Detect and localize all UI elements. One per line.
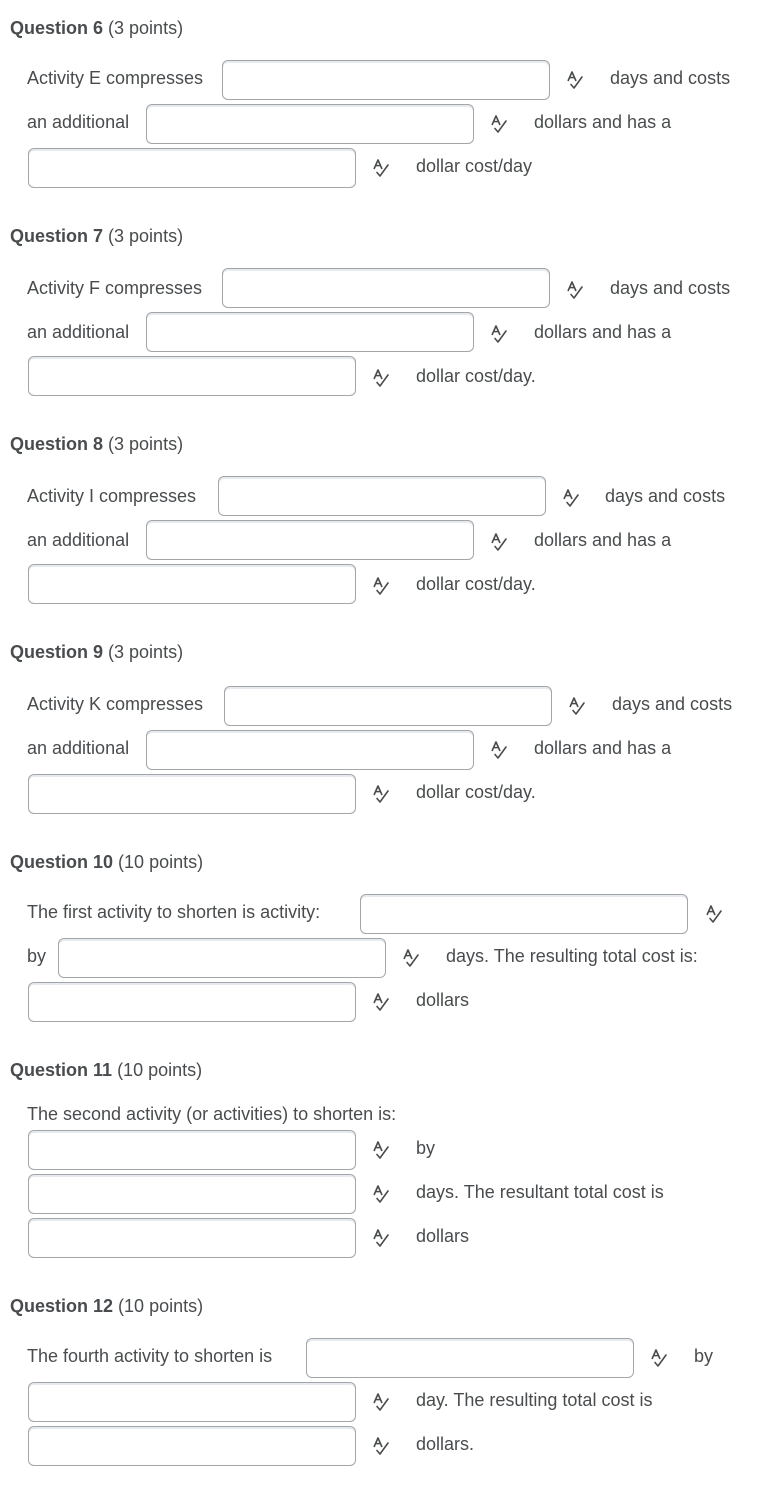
q11-cost-input[interactable]	[28, 1218, 356, 1258]
spell-check-icon[interactable]	[489, 532, 509, 552]
spell-check-icon[interactable]	[565, 280, 585, 300]
question-12-points: (10 points)	[118, 1296, 204, 1316]
q12-after2-text: day. The resulting total cost is	[416, 1390, 653, 1410]
q12-activity-input[interactable]	[306, 1338, 634, 1378]
q8-after2-text: dollars and has a	[534, 530, 672, 550]
question-12-title	[10, 1295, 203, 1317]
q6-costday-input[interactable]	[28, 148, 356, 188]
question-7-title	[10, 225, 183, 247]
q10-after3-text: dollars	[416, 990, 470, 1010]
q6-cost-input[interactable]	[146, 104, 474, 144]
question-6-title	[10, 17, 183, 39]
spell-check-icon[interactable]	[565, 70, 585, 90]
q12-cost-input[interactable]	[28, 1426, 356, 1466]
question-6-points: (3 points)	[108, 18, 184, 38]
q6-after1-text: days and costs	[610, 68, 731, 88]
spell-check-icon[interactable]	[649, 1348, 669, 1368]
question-9-title	[10, 641, 183, 663]
q6-after3-text: dollar cost/day	[416, 156, 533, 176]
q12-days-input[interactable]	[28, 1382, 356, 1422]
q6-line2-text: an additional	[27, 112, 130, 132]
q9-line2-text: an additional	[27, 738, 130, 758]
q12-after3-text: dollars.	[416, 1434, 475, 1454]
spell-check-icon[interactable]	[371, 1392, 391, 1412]
question-9-label: Question 9	[10, 642, 104, 662]
q6-prefix-text: Activity E compresses	[27, 68, 204, 88]
q11-after1-text: by	[416, 1138, 436, 1158]
spell-check-icon[interactable]	[704, 904, 724, 924]
q9-after2-text: dollars and has a	[534, 738, 672, 758]
q9-after3-text: dollar cost/day.	[416, 782, 536, 802]
spell-check-icon[interactable]	[371, 576, 391, 596]
q8-days-input[interactable]	[218, 476, 546, 516]
question-7-label: Question 7	[10, 226, 104, 246]
spell-check-icon[interactable]	[561, 488, 581, 508]
spell-check-icon[interactable]	[401, 948, 421, 968]
q9-costday-input[interactable]	[28, 774, 356, 814]
question-6-label: Question 6	[10, 18, 104, 38]
q8-cost-input[interactable]	[146, 520, 474, 560]
q8-prefix-text: Activity I compresses	[27, 486, 197, 506]
q10-prefix-text: The first activity to shorten is activity:	[27, 902, 321, 922]
q9-after1-text: days and costs	[612, 694, 733, 714]
question-9-points: (3 points)	[108, 642, 184, 662]
q10-after2-text: days. The resulting total cost is:	[446, 946, 698, 966]
q12-prefix-text: The fourth activity to shorten is	[27, 1346, 273, 1366]
q8-after1-text: days and costs	[605, 486, 726, 506]
question-8-points: (3 points)	[108, 434, 184, 454]
q10-line2-text: by	[27, 946, 47, 966]
q8-costday-input[interactable]	[28, 564, 356, 604]
question-12-label: Question 12	[10, 1296, 114, 1316]
q7-cost-input[interactable]	[146, 312, 474, 352]
q7-after1-text: days and costs	[610, 278, 731, 298]
q7-costday-input[interactable]	[28, 356, 356, 396]
question-11-points: (10 points)	[117, 1060, 203, 1080]
question-11-label: Question 11	[10, 1060, 113, 1080]
q9-days-input[interactable]	[224, 686, 552, 726]
q12-after1-text: by	[694, 1346, 714, 1366]
question-8-label: Question 8	[10, 434, 104, 454]
q10-cost-input[interactable]	[28, 982, 356, 1022]
question-7-points: (3 points)	[108, 226, 184, 246]
question-8-title	[10, 433, 183, 455]
q7-line2-text: an additional	[27, 322, 130, 342]
spell-check-icon[interactable]	[371, 158, 391, 178]
q7-after3-text: dollar cost/day.	[416, 366, 536, 386]
question-10-title	[10, 851, 203, 873]
spell-check-icon[interactable]	[371, 1228, 391, 1248]
q6-after2-text: dollars and has a	[534, 112, 672, 132]
q6-days-input[interactable]	[222, 60, 550, 100]
spell-check-icon[interactable]	[489, 324, 509, 344]
q10-days-input[interactable]	[58, 938, 386, 978]
spell-check-icon[interactable]	[371, 992, 391, 1012]
spell-check-icon[interactable]	[371, 1184, 391, 1204]
question-10-points: (10 points)	[118, 852, 204, 872]
spell-check-icon[interactable]	[371, 368, 391, 388]
q11-activity-input[interactable]	[28, 1130, 356, 1170]
q7-days-input[interactable]	[222, 268, 550, 308]
q11-after3-text: dollars	[416, 1226, 470, 1246]
spell-check-icon[interactable]	[489, 114, 509, 134]
q8-after3-text: dollar cost/day.	[416, 574, 536, 594]
q10-activity-input[interactable]	[360, 894, 688, 934]
spell-check-icon[interactable]	[567, 696, 587, 716]
spell-check-icon[interactable]	[371, 1436, 391, 1456]
question-11-title	[10, 1059, 202, 1081]
q11-after2-text: days. The resultant total cost is	[416, 1182, 664, 1202]
spell-check-icon[interactable]	[371, 784, 391, 804]
question-10-label: Question 10	[10, 852, 114, 872]
q7-after2-text: dollars and has a	[534, 322, 672, 342]
spell-check-icon[interactable]	[371, 1140, 391, 1160]
q7-prefix-text: Activity F compresses	[27, 278, 203, 298]
q9-cost-input[interactable]	[146, 730, 474, 770]
q11-prompt-text: The second activity (or activities) to shorten is:	[27, 1104, 397, 1124]
q8-line2-text: an additional	[27, 530, 130, 550]
q9-prefix-text: Activity K compresses	[27, 694, 204, 714]
q11-days-input[interactable]	[28, 1174, 356, 1214]
spell-check-icon[interactable]	[489, 740, 509, 760]
